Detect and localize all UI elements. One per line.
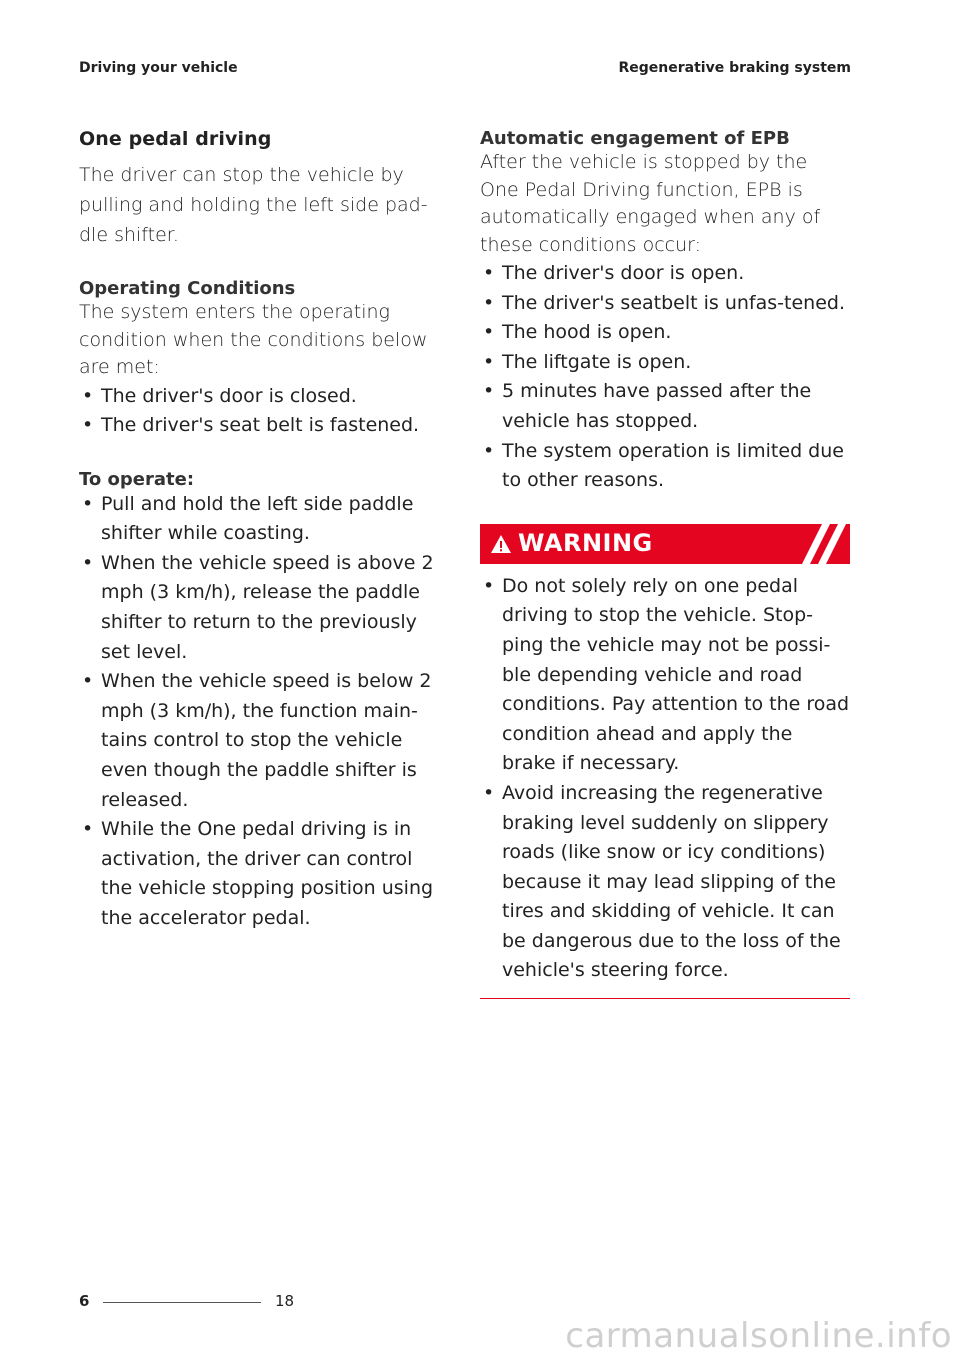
header-section: Regenerative braking system <box>618 60 851 76</box>
warning-bottom-rule <box>480 998 850 999</box>
bullet-icon: • <box>483 781 495 804</box>
bullet-icon: • <box>483 262 495 284</box>
list-item: • The system operation is limited due to other reasons. <box>480 437 850 496</box>
footer-section-number: 6 <box>79 1292 90 1310</box>
right-column <box>480 128 850 999</box>
list-item: • While the One pedal driving is in activation, the driver can control the vehicle stopping position using the accelerator pedal. <box>79 815 449 933</box>
list-item: • The driver's seat belt is fastened. <box>79 411 449 441</box>
page-header <box>79 60 851 82</box>
epb-list <box>480 259 850 496</box>
bullet-icon: • <box>483 439 495 462</box>
watermark: carmanualsonline.info <box>565 1316 952 1356</box>
header-chapter: Driving your vehicle <box>79 60 238 76</box>
footer-divider <box>103 1302 261 1303</box>
bullet-icon: • <box>483 350 495 373</box>
list-item: • When the vehicle speed is below 2 mph (3 km/h), the function main-tains control to stop the vehicle even though the paddle shifter is released. <box>79 667 449 815</box>
bullet-icon: • <box>82 670 94 693</box>
warning-list <box>480 572 850 986</box>
list-item: • Pull and hold the left side paddle shifter while coasting. <box>79 490 449 549</box>
list-item: • The driver's door is closed. <box>79 382 449 412</box>
bullet-icon: • <box>483 321 495 344</box>
footer-page-number: 18 <box>275 1292 295 1310</box>
list-item: • The driver's seatbelt is unfas-tened. <box>480 289 850 319</box>
operating-conditions-text: The system enters the operating condition when the conditions below are met: <box>79 301 428 378</box>
bullet-icon: • <box>82 492 94 515</box>
to-operate-title: To operate: <box>79 468 195 490</box>
bullet-icon: • <box>82 818 94 841</box>
bullet-icon: • <box>82 384 94 407</box>
operating-conditions-list <box>79 382 449 441</box>
warning-banner <box>480 524 850 564</box>
bullet-icon: • <box>483 574 495 597</box>
to-operate-section <box>79 469 449 934</box>
warning-stripes-decoration <box>780 524 850 564</box>
one-pedal-text: The driver can stop the vehicle by pulling and holding the left side pad-dle shifter. <box>79 164 428 246</box>
warning-title: WARNING <box>518 528 653 557</box>
bullet-icon: • <box>483 380 495 403</box>
list-item: • The driver's door is open. <box>480 259 850 289</box>
list-item: • When the vehicle speed is above 2 mph (3 km/h), release the paddle shifter to return to the previously set level. <box>79 549 449 667</box>
list-item: • Avoid increasing the regenerative braking level suddenly on slippery roads (like snow or icy conditions) because it may lead slipping of the tires and skidding of vehicle. It can be dangerous due to the loss of the vehicle's steering force. <box>480 779 850 986</box>
epb-title: Automatic engagement of EPB <box>480 128 790 149</box>
list-item: • 5 minutes have passed after the vehicle has stopped. <box>480 377 850 436</box>
operating-conditions-title: Operating Conditions <box>79 278 296 299</box>
left-column <box>79 128 449 934</box>
bullet-icon: • <box>82 414 94 437</box>
epb-text: After the vehicle is stopped by the One Pedal Driving function, EPB is automatically engaged when any of these conditions occur: <box>480 151 821 256</box>
list-item: • The hood is open. <box>480 318 850 348</box>
list-item: • Do not solely rely on one pedal driving to stop the vehicle. Stop-ping the vehicle may not be possi-ble depending vehicle and road conditions. Pay attention to the road condition ahead and apply the brake if necessary. <box>480 572 850 779</box>
warning-triangle-icon <box>490 533 512 555</box>
to-operate-list <box>79 490 449 934</box>
list-item: • The liftgate is open. <box>480 348 850 378</box>
one-pedal-title: One pedal driving <box>79 128 272 150</box>
operating-conditions-section <box>79 278 449 441</box>
bullet-icon: • <box>483 291 495 314</box>
bullet-icon: • <box>82 551 94 574</box>
page-footer <box>79 1292 295 1316</box>
